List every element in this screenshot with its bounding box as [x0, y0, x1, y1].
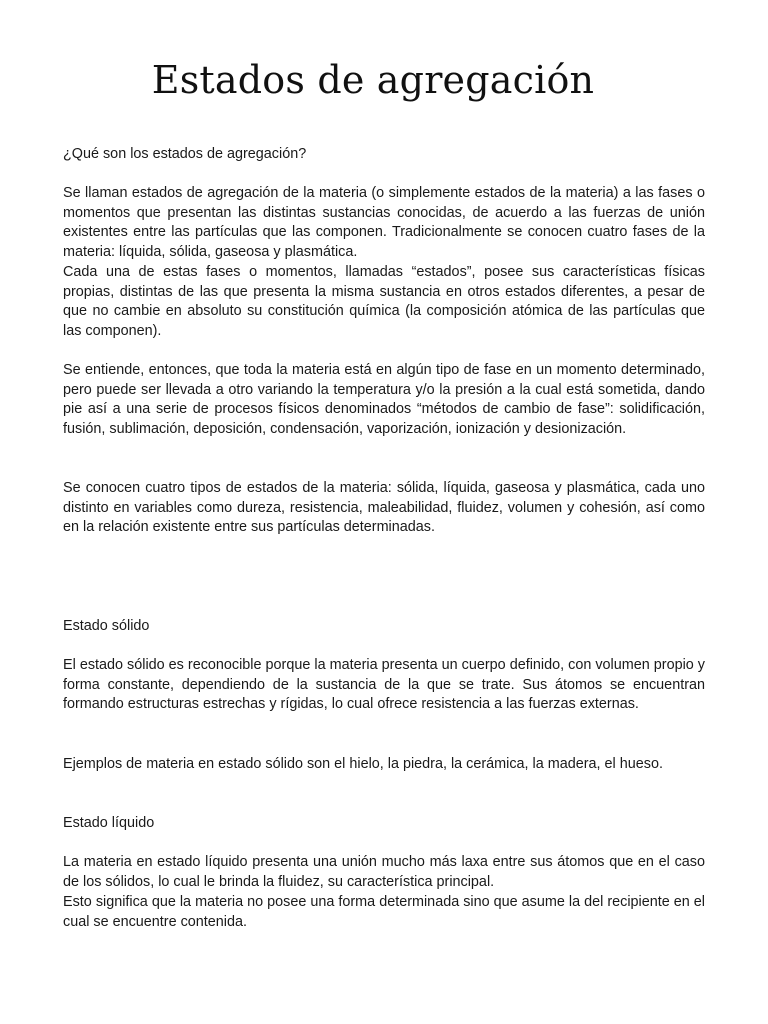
paragraph-solid-examples: Ejemplos de materia en estado sólido son el hielo, la piedra, la cerámica, la madera, el hueso.	[63, 756, 663, 772]
paragraph-four-states: Se conocen cuatro tipos de estados de la materia: sólida, líquida, gaseosa y plasmática, cada uno distinto en variables como dureza, resistencia, maleabilidad, fluidez, volumen y cohesión, así como en la relación existente entre sus partículas determinadas.	[63, 480, 705, 536]
paragraph-solid-state: El estado sólido es reconocible porque la materia presenta un cuerpo definido, con volumen propio y forma constante, dependiendo de la sustancia de la que se trate. Sus átomos se encuentran formando estructuras estrechas y rígidas, lo cual ofrece resistencia a las fuerzas externas.	[63, 657, 705, 713]
liquid-state-heading: Estado líquido	[63, 815, 155, 831]
paragraph-phase-changes: Se entiende, entonces, que toda la materia está en algún tipo de fase en un momento determinado, pero puede ser llevada a otro variando la temperatura y/o la presión a la cual está sometida, dando pie así a una serie de procesos físicos denominados “métodos de cambio de fase”: solidificación, fusión, sublimación, deposición, condensación, vaporización, ionización y desionización.	[63, 362, 705, 438]
paragraph-states-characteristics: Cada una de estas fases o momentos, llamadas “estados”, posee sus características físicas propias, distintas de las que presenta la misma sustancia en otros estados diferentes, a pesar de que no cambie en absoluto su constitución química (la composición atómica de las partículas que las componen).	[63, 264, 705, 340]
paragraph-liquid-state: La materia en estado líquido presenta una unión mucho más laxa entre sus átomos que en el caso de los sólidos, lo cual le brinda la fluidez, su característica principal.	[63, 854, 705, 890]
document-title: Estados de agregación	[151, 58, 595, 102]
paragraph-liquid-shape: Esto significa que la materia no posee una forma determinada sino que asume la del recipiente en el cual se encuentre contenida.	[63, 894, 705, 930]
question-heading: ¿Qué son los estados de agregación?	[63, 146, 307, 162]
solid-state-heading: Estado sólido	[63, 618, 150, 634]
paragraph-definition: Se llaman estados de agregación de la materia (o simplemente estados de la materia) a las fases o momentos que presentan las distintas sustancias conocidas, de acuerdo a las fuerzas de unión existentes entre las partículas que las componen. Tradicionalmente se conocen cuatro fases de la materia: líquida, sólida, gaseosa y plasmática.	[63, 185, 705, 261]
